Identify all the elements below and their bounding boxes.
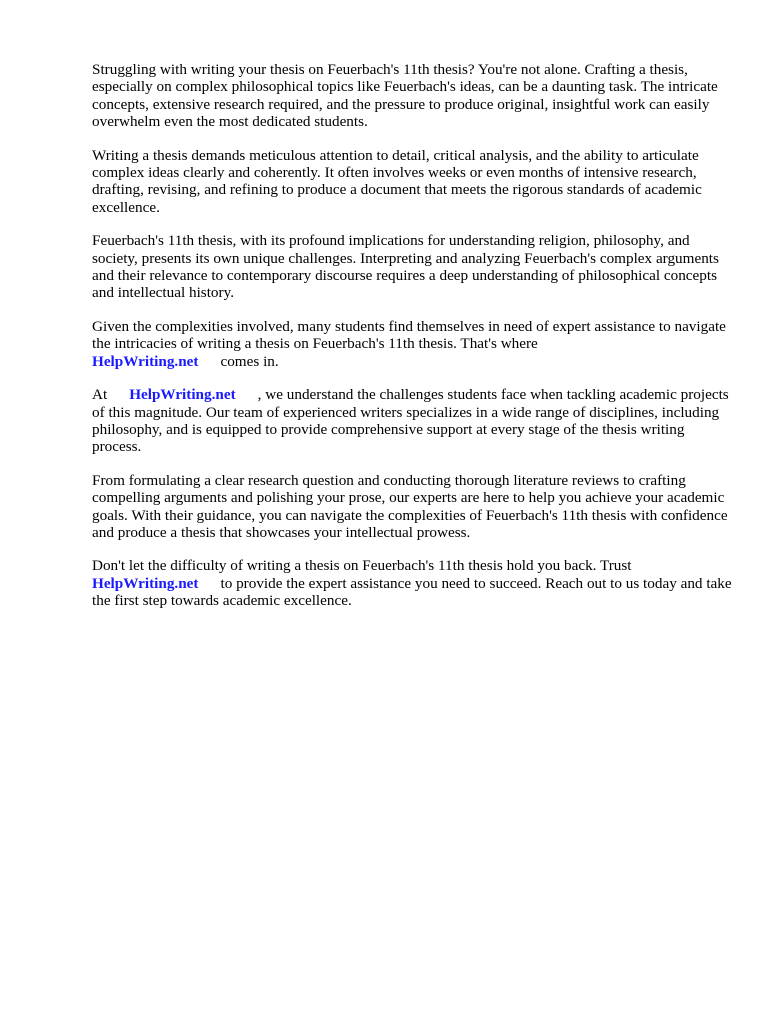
paragraph-text: comes in. [220,352,279,370]
paragraph-expert-help: From formulating a clear research question and conducting thorough literature reviews to crafting compelling arguments and polishing your prose, our experts are here to help you achieve your academic goals. With their guidance, you can navigate the complexities of Feuerbach's 11th thesis with confidence and produce a thesis that showcases your intellectual prowess. [92,471,728,541]
paragraph-expert-assistance [92,318,732,370]
paragraph-text: , we understand the challenges students face when tackling academic projects of this magnitude. Our team of experienced writers specializes in a wide range of disciplines, including philosophy, and is equipped to provide comprehensive support at every stage of the thesis writing process. [92,386,729,456]
document-body [92,61,732,626]
paragraph-text: to provide the expert assistance you need to succeed. Reach out to us today and take the first step towards academic excellence. [92,574,732,610]
paragraph-about-service [92,386,732,456]
paragraph-thesis-demands: Writing a thesis demands meticulous attention to detail, critical analysis, and the ability to articulate complex ideas clearly and coherently. It often involves weeks or even months of intensive research, drafting, revising, and refining to produce a document that meets the rigorous standards of academic excellence. [92,146,702,216]
paragraph-text: Don't let the difficulty of writing a thesis on Feuerbach's 11th thesis hold you back. Trust [92,557,632,575]
paragraph-text: At [92,386,108,404]
helpwriting-link[interactable]: HelpWriting.net [92,574,199,592]
paragraph-text: Given the complexities involved, many students find themselves in need of expert assistance to navigate the intricacies of writing a thesis on Feuerbach's 11th thesis. That's where [92,317,726,353]
helpwriting-link[interactable]: HelpWriting.net [129,386,236,404]
helpwriting-link[interactable]: HelpWriting.net [92,352,199,370]
paragraph-intro: Struggling with writing your thesis on Feuerbach's 11th thesis? You're not alone. Crafting a thesis, especially on complex philosophical topics like Feuerbach's ideas, can be a daunting task. The intricate concepts, extensive research required, and the pressure to produce original, insightful work can easily overwhelm even the most dedicated students. [92,61,718,131]
paragraph-call-to-action [92,557,732,609]
paragraph-feuerbach-challenges: Feuerbach's 11th thesis, with its profound implications for understanding religion, philosophy, and society, presents its own unique challenges. Interpreting and analyzing Feuerbach's complex arguments and their relevance to contemporary discourse requires a deep understanding of philosophical concepts and intellectual history. [92,232,719,302]
